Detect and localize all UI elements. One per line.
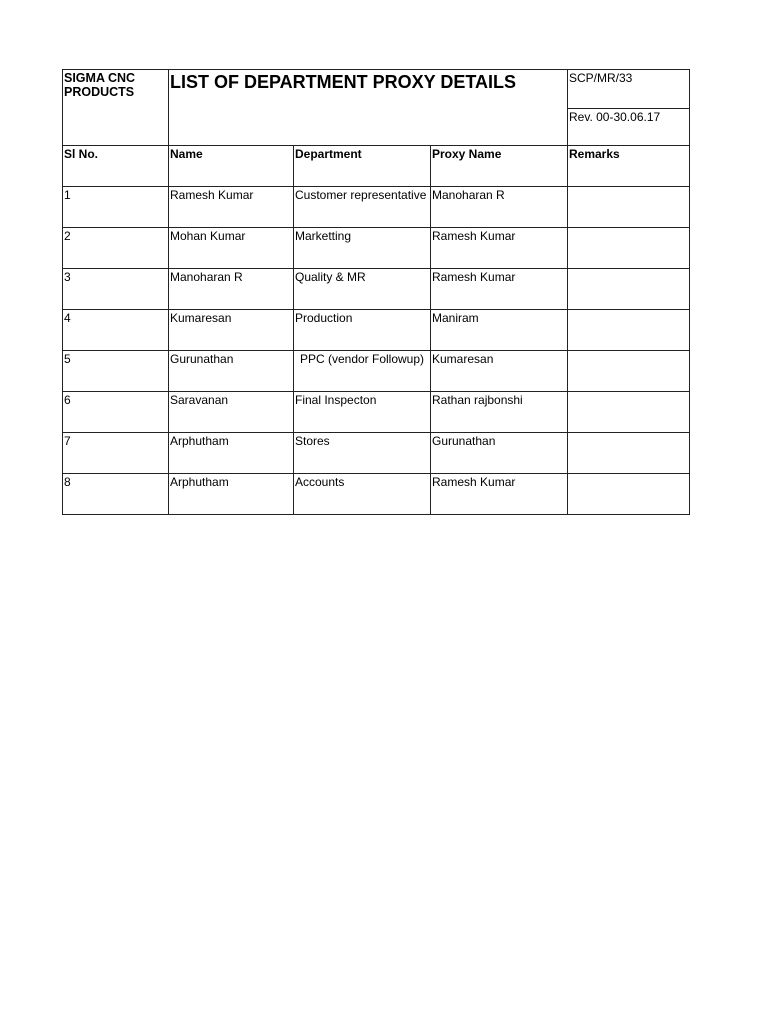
cell-remarks [568,433,690,474]
cell-proxy-name: Ramesh Kumar [431,228,568,269]
cell-proxy-name: Ramesh Kumar [431,269,568,310]
cell-name: Gurunathan [169,351,294,392]
cell-remarks [568,392,690,433]
cell-remarks [568,269,690,310]
document-title: LIST OF DEPARTMENT PROXY DETAILS [169,70,568,146]
cell-proxy-name: Manoharan R [431,187,568,228]
cell-department: Production [294,310,431,351]
table-row [63,392,690,433]
revision: Rev. 00-30.06.17 [568,109,690,146]
cell-sl-no: 8 [63,474,169,515]
proxy-details-table [62,69,690,515]
header-name: Name [169,146,294,187]
cell-remarks [568,228,690,269]
header-proxy-name: Proxy Name [431,146,568,187]
header-department: Department [294,146,431,187]
cell-department: Stores [294,433,431,474]
column-headers [63,146,690,187]
cell-name: Mohan Kumar [169,228,294,269]
cell-department: PPC (vendor Followup) [294,351,431,392]
table-row [63,310,690,351]
table-row [63,269,690,310]
cell-sl-no: 7 [63,433,169,474]
cell-proxy-name: Kumaresan [431,351,568,392]
cell-sl-no: 1 [63,187,169,228]
cell-name: Kumaresan [169,310,294,351]
cell-name: Saravanan [169,392,294,433]
cell-name: Manoharan R [169,269,294,310]
table-row [63,351,690,392]
cell-department: Quality & MR [294,269,431,310]
document-number: SCP/MR/33 [568,70,690,109]
header-remarks: Remarks [568,146,690,187]
cell-remarks [568,187,690,228]
cell-department: Customer representative [294,187,431,228]
cell-proxy-name: Gurunathan [431,433,568,474]
table-row [63,433,690,474]
cell-sl-no: 3 [63,269,169,310]
cell-proxy-name: Maniram [431,310,568,351]
table-row [63,228,690,269]
cell-proxy-name: Rathan rajbonshi [431,392,568,433]
cell-sl-no: 5 [63,351,169,392]
cell-department: Final Inspecton [294,392,431,433]
cell-sl-no: 2 [63,228,169,269]
cell-name: Ramesh Kumar [169,187,294,228]
table-row [63,474,690,515]
cell-name: Arphutham [169,474,294,515]
cell-proxy-name: Ramesh Kumar [431,474,568,515]
cell-department: Marketting [294,228,431,269]
cell-name: Arphutham [169,433,294,474]
cell-sl-no: 6 [63,392,169,433]
table-row [63,187,690,228]
cell-sl-no: 4 [63,310,169,351]
cell-remarks [568,351,690,392]
cell-remarks [568,474,690,515]
header-sl-no: Sl No. [63,146,169,187]
cell-remarks [568,310,690,351]
company-name: SIGMA CNC PRODUCTS [63,70,169,146]
cell-department: Accounts [294,474,431,515]
